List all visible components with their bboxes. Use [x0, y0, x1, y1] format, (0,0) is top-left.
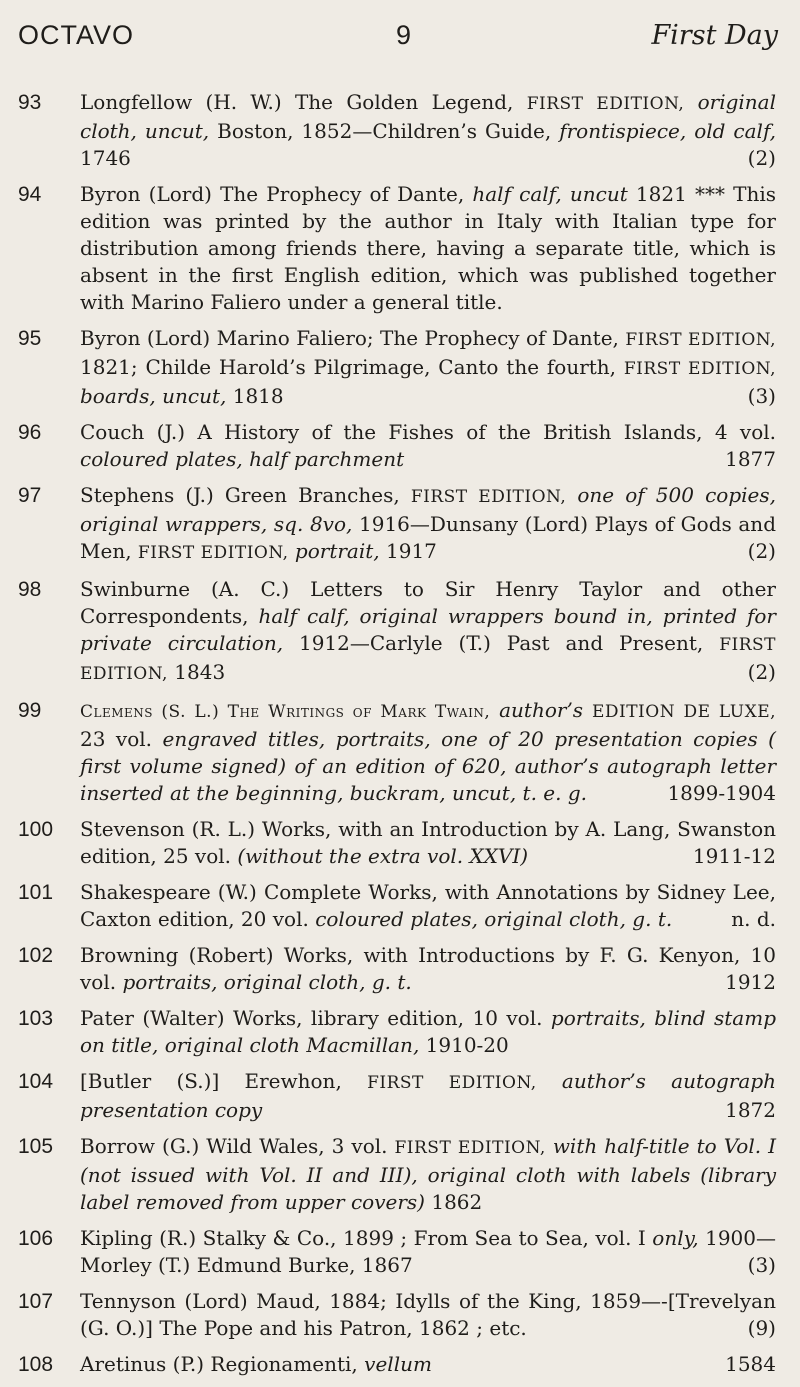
entry-description: Shakespeare (W.) Complete Works, with Annotations by Sidney Lee, Caxton edition, 20 vol. coloured plates, original cloth, g. t. n. d. [80, 880, 776, 931]
entry-description: Clemens (S. L.) The Writings of Mark Twain, author’s EDITION DE LUXE, 23 vol. engraved titles, portraits, one of 20 presentation copies ( first volume signed) of an edition of 620, author’s autograph letter inserted at the beginning, buckram, uncut, t. e. g. 1899-1904 [80, 698, 777, 805]
catalogue-entry [0, 1068, 800, 1124]
catalogue-entry [0, 697, 800, 807]
italic-text: coloured plates, original cloth, g. t. [315, 907, 673, 931]
entry-description: Tennyson (Lord) Maud, 1884; Idylls of the King, 1859—-[Trevelyan (G. O.)] The Pope and his Patron, 1862 ; etc. (9) [80, 1289, 776, 1340]
lot-quantity-or-date: n. d. [731, 907, 776, 931]
small-caps-text: FIRST EDITION, [80, 635, 776, 684]
italic-text: portrait, [294, 539, 380, 563]
catalogue-entry [0, 89, 800, 172]
italic-text: half calf, original wrappers bound in, printed for private circulation, [80, 604, 776, 655]
sale-day-label: First Day [651, 20, 778, 51]
entry-description: Byron (Lord) Marino Faliero; The Prophecy of Dante, FIRST EDITION, 1821; Childe Harold’s Pilgrimage, Canto the fourth, FIRST EDITION, boards, uncut, 1818 (3) [80, 326, 776, 408]
italic-text: vellum [364, 1352, 432, 1376]
entry-description: Byron (Lord) The Prophecy of Dante, half calf, uncut 1821 *** This edition was printed by the author in Italy with Italian type for distribution among friends there, having a separate title, which is absent in the first English edition, which was published together with Marino Faliero under a general title. [80, 182, 777, 314]
italic-text: portraits, blind stamp on title, original cloth [80, 1006, 777, 1057]
italic-text: engraved titles, portraits, one of 20 presentation copies ( first volume signed) of an edition of 620, author’s autograph letter inserted at the beginning, buckram, uncut, t. e. g. [80, 727, 776, 805]
lot-quantity-or-date: 1872 [725, 1098, 776, 1122]
italic-text: coloured plates, half parchment [80, 447, 405, 471]
page-header [18, 20, 778, 60]
lot-number: 94 [18, 183, 42, 206]
italic-text: half calf, uncut [472, 182, 628, 206]
catalogue-entry [0, 325, 800, 410]
catalogue-entry [0, 419, 800, 473]
italic-text: boards, uncut, [80, 384, 227, 408]
lot-quantity-or-date: (2) [747, 146, 776, 170]
catalogue-entry [0, 1225, 800, 1279]
lot-number: 100 [18, 818, 54, 841]
small-caps-text: FIRST EDITION, [137, 543, 289, 563]
small-caps-text: FIRST EDITION, [526, 94, 685, 114]
catalogue-entry [0, 942, 800, 996]
italic-text: frontispiece, old calf, [559, 119, 776, 143]
small-caps-text: FIRST EDITION, [394, 1138, 546, 1158]
lot-number: 93 [18, 91, 42, 114]
italic-text: portraits, original cloth, g. t. [122, 970, 412, 994]
catalogue-entry [0, 482, 800, 567]
entry-description: Stephens (J.) Green Branches, FIRST EDITION, one of 500 copies, original wrappers, sq. 8vo, 1916—Dunsany (Lord) Plays of Gods and Men, FIRST EDITION, portrait, 1917 (2) [80, 483, 777, 563]
lot-quantity-or-date: 1584 [725, 1352, 776, 1376]
lot-number: 103 [18, 1007, 54, 1030]
lot-quantity-or-date: 1911-12 [692, 844, 776, 868]
lot-quantity-or-date: (2) [747, 660, 776, 684]
lot-number: 107 [18, 1290, 54, 1313]
catalogue-entry [0, 816, 800, 870]
small-caps-text: FIRST EDITION, [410, 487, 567, 507]
italic-text: author’s [499, 698, 584, 722]
small-caps-text: EDITION DE LUXE, [591, 702, 777, 722]
lot-quantity-or-date: 1912 [725, 970, 776, 994]
lot-quantity-or-date: (3) [747, 384, 776, 408]
small-caps-text: Clemens (S. L.) The Writings of Mark Twain, [80, 702, 491, 722]
catalogue-entry [0, 1351, 800, 1378]
entry-description: Stevenson (R. L.) Works, with an Introduction by A. Lang, Swanston edition, 25 vol. (without the extra vol. XXVI) 1911-12 [80, 817, 776, 868]
page-number: 9 [396, 20, 413, 50]
format-label: OCTAVO [18, 20, 135, 50]
small-caps-text: FIRST EDITION, [367, 1073, 537, 1093]
entry-description: Swinburne (A. C.) Letters to Sir Henry Taylor and other Correspondents, half calf, original wrappers bound in, printed for private circulation, 1912—Carlyle (T.) Past and Present, FIRST EDITION, 1843 (2) [80, 577, 776, 684]
italic-text: with half-title to Vol. I (not issued with Vol. II and III), original cloth with labels (library label removed from upper covers) [80, 1134, 777, 1214]
lot-number: 108 [18, 1353, 54, 1376]
entry-description: Longfellow (H. W.) The Golden Legend, FIRST EDITION, original cloth, uncut, Boston, 1852—Children’s Guide, frontispiece, old calf, 1746 (2) [80, 90, 776, 170]
lot-number: 97 [18, 484, 42, 507]
italic-text: only, [652, 1226, 699, 1250]
italic-text: original cloth, uncut, [80, 90, 776, 143]
lot-quantity-or-date: 1899-1904 [667, 781, 776, 805]
entry-description: Aretinus (P.) Regionamenti, vellum 1584 [80, 1352, 776, 1376]
italic-text: one of 500 copies, original wrappers, sq. 8vo, [80, 483, 777, 536]
lot-number: 96 [18, 421, 42, 444]
lot-quantity-or-date: (3) [747, 1253, 776, 1277]
entry-description: Pater (Walter) Works, library edition, 10 vol. portraits, blind stamp on title, original cloth Macmillan, 1910-20 [80, 1006, 777, 1057]
catalogue-entry [0, 879, 800, 933]
entry-description: Couch (J.) A History of the Fishes of the British Islands, 4 vol. coloured plates, half parchment 1877 [80, 420, 776, 471]
catalogue-entry [0, 1005, 800, 1059]
catalogue-entry [0, 1133, 800, 1216]
catalogue-entry [0, 576, 800, 688]
catalogue-entry [0, 1288, 800, 1342]
lot-number: 102 [18, 944, 54, 967]
lot-number: 98 [18, 578, 42, 601]
italic-text: (without the extra vol. XXVI) [237, 844, 529, 868]
italic-text: author’s autograph presentation copy [80, 1069, 776, 1122]
lot-quantity-or-date: (2) [747, 539, 776, 563]
entry-description: Browning (Robert) Works, with Introductions by F. G. Kenyon, 10 vol. portraits, original cloth, g. t. 1912 [80, 943, 776, 994]
lot-quantity-or-date: (9) [747, 1316, 776, 1340]
entry-description: Borrow (G.) Wild Wales, 3 vol. FIRST EDITION, with half-title to Vol. I (not issued with Vol. II and III), original cloth with labels (library label removed from upper covers) 1862 [80, 1134, 777, 1214]
entry-description: [Butler (S.)] Erewhon, FIRST EDITION, author’s autograph presentation copy 1872 [80, 1069, 776, 1122]
catalogue-entry [0, 181, 800, 316]
lot-number: 95 [18, 327, 42, 350]
lot-number: 101 [18, 881, 54, 904]
lot-number: 105 [18, 1135, 54, 1158]
lot-quantity-or-date: 1877 [725, 447, 776, 471]
entry-description: Kipling (R.) Stalky & Co., 1899 ; From Sea to Sea, vol. I only, 1900—Morley (T.) Edmund Burke, 1867 (3) [80, 1226, 777, 1277]
catalogue-entries [0, 89, 800, 1387]
lot-number: 104 [18, 1070, 54, 1093]
lot-number: 106 [18, 1227, 54, 1250]
small-caps-text: FIRST EDITION, [623, 359, 776, 379]
italic-text: Macmillan, [306, 1033, 420, 1057]
lot-number: 99 [18, 699, 42, 722]
small-caps-text: FIRST EDITION, [625, 330, 776, 350]
